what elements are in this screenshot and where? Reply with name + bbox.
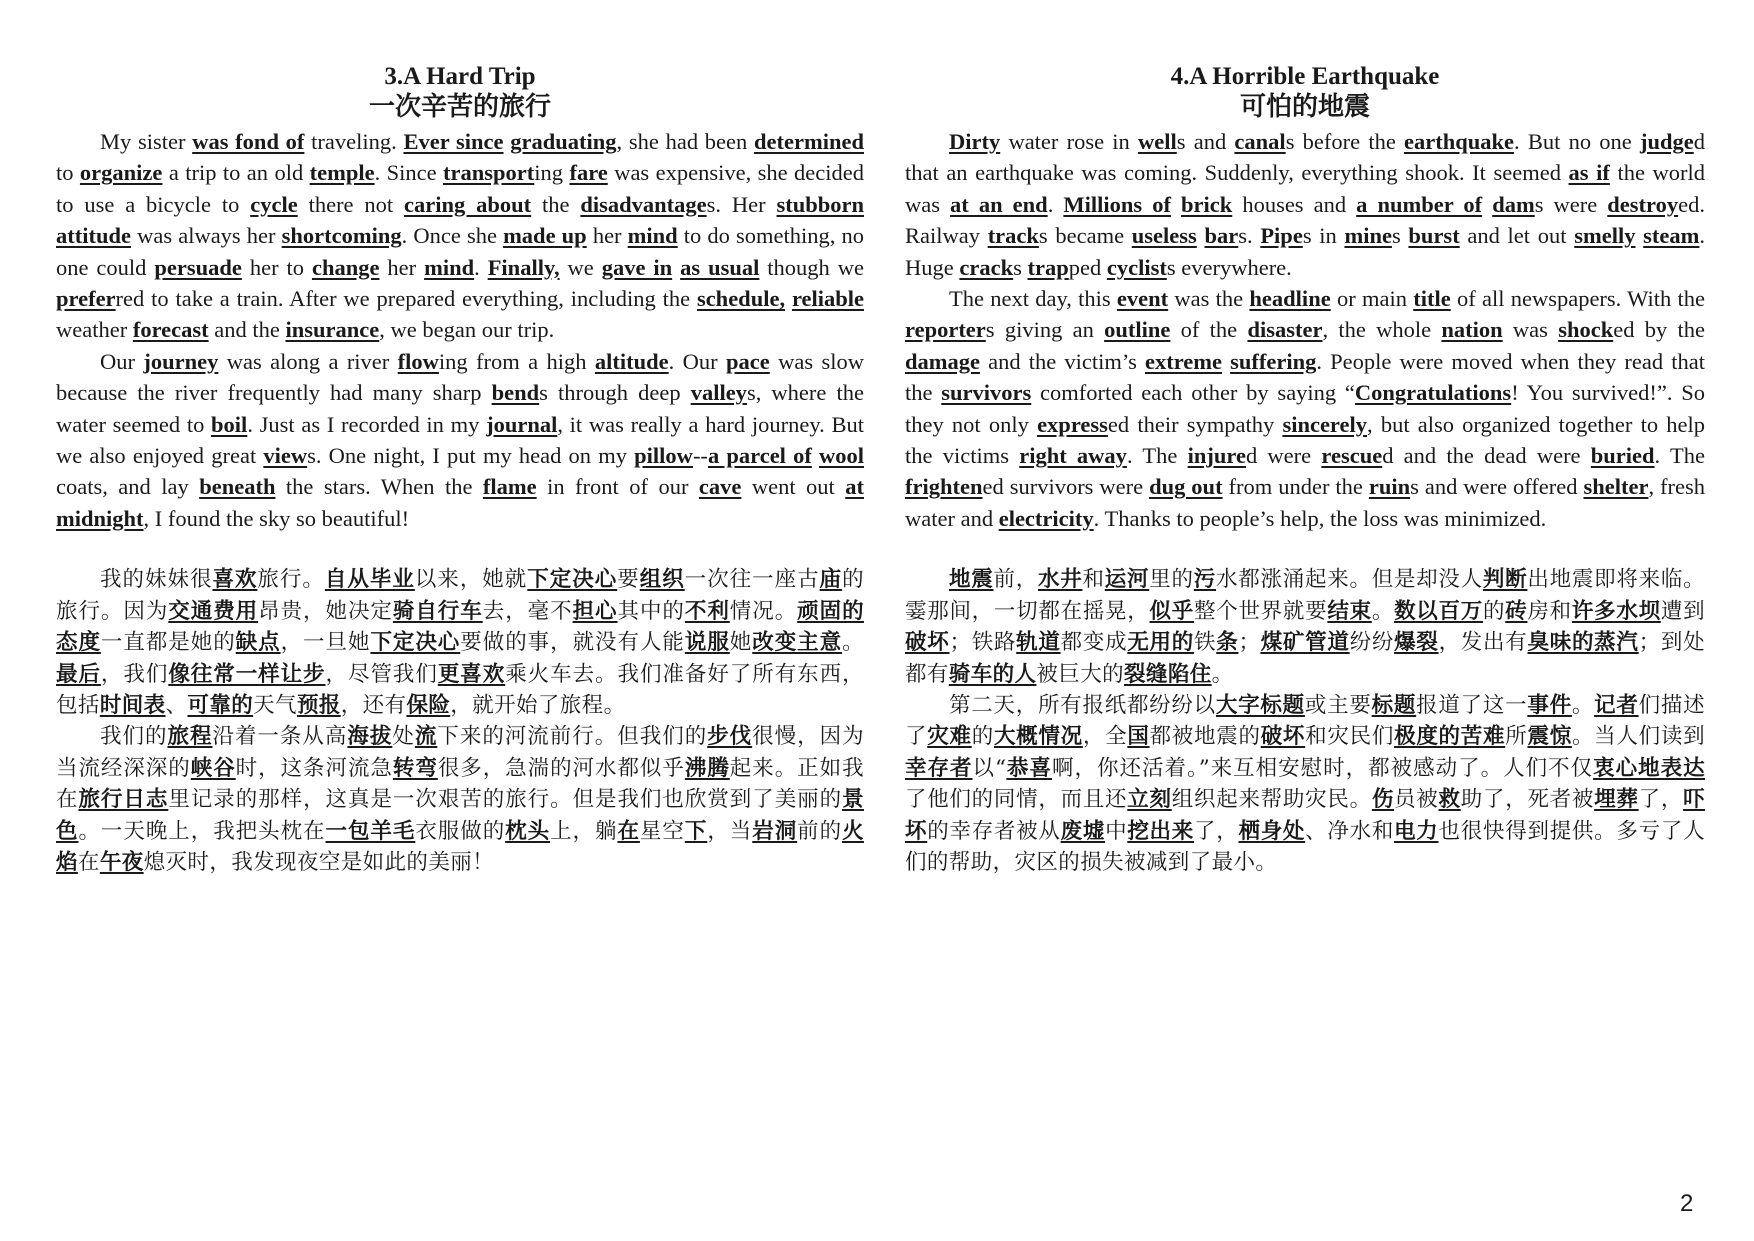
vocabulary-term: 破坏 — [905, 630, 950, 656]
vocabulary-term: 伤 — [1371, 787, 1395, 813]
vocabulary-term: shock — [1558, 317, 1614, 343]
vocabulary-term: 保险 — [406, 692, 451, 718]
vocabulary-term: 更喜欢 — [437, 661, 506, 687]
vocabulary-term: 栖身处 — [1238, 818, 1306, 844]
vocabulary-term: 顽固的态度 — [56, 598, 864, 656]
vocabulary-term: 立刻 — [1127, 787, 1172, 813]
vocabulary-term: disaster — [1247, 317, 1323, 343]
vocabulary-term: 喜欢 — [212, 567, 258, 593]
vocabulary-term: 下定决心 — [370, 630, 461, 656]
chinese-paragraph: 地震前，水井和运河里的污水都涨涌起来。但是却没人判断出地震即将来临。霎那间，一切都在摇晃，似乎整个世界就要结束。数以百万的砖房和许多水坝遭到破坏；铁路轨道都变成无用的铁条；煤矿管道纷纷爆裂，发出有臭味的蒸汽；到处都有骑车的人被巨大的裂缝陷住。 — [905, 567, 1706, 687]
vocabulary-term: Dirty — [949, 129, 1001, 154]
vocabulary-term: flame — [482, 474, 537, 500]
vocabulary-term: pillow — [634, 443, 693, 469]
vocabulary-term: 午夜 — [99, 849, 144, 875]
vocabulary-term: 幸存者 — [905, 755, 973, 781]
chinese-paragraph: 第二天，所有报纸都纷纷以大字标题或主要标题报道了这一事件。记者们描述了灾难的大概情况，全国都被地震的破坏和灾民们极度的苦难所震惊。当人们读到幸存者以“恭喜啊，你还活着。”来互相安慰时，都被感动了。人们不仅衷心地表达了他们的同情，而且还立刻组织起来帮助灾民。伤员被救助了，死者被埋葬了，吓坏的幸存者被从废墟中挖出来了，栖身处、净水和电力也很快得到提供。多亏了人们的帮助，灾区的损失被减到了最小。 — [905, 692, 1705, 875]
vocabulary-term: 爆裂 — [1394, 630, 1439, 656]
vocabulary-term: altitude — [594, 348, 669, 374]
vocabulary-term: 交通费用 — [168, 598, 259, 624]
vocabulary-term: 许多水坝 — [1571, 598, 1661, 624]
vocabulary-term: nation — [1441, 317, 1503, 343]
vocabulary-term: burst — [1408, 223, 1460, 249]
vocabulary-term: 无用的 — [1127, 630, 1194, 656]
vocabulary-term: shortcoming — [281, 223, 402, 249]
vocabulary-term: judge — [1639, 129, 1694, 154]
vocabulary-term: 似乎 — [1149, 598, 1194, 624]
vocabulary-term: sincerely — [1282, 411, 1367, 437]
vocabulary-term: 下定决心 — [527, 567, 618, 593]
vocabulary-term: 电力 — [1394, 818, 1439, 844]
vocabulary-term: was fond of — [192, 129, 305, 154]
vocabulary-term: 组织 — [639, 567, 685, 593]
vocabulary-term: 大字标题 — [1215, 692, 1305, 718]
vocabulary-term: reliable — [791, 286, 865, 312]
vocabulary-term: stubborn — [776, 191, 865, 217]
vocabulary-term: 砖 — [1505, 598, 1528, 624]
vocabulary-term: 缺点 — [235, 630, 281, 656]
english-paragraph: Dirty water rose in wells and canals before the earthquake. But no one judged that an earthquake was coming. Suddenly, everything shook. It seemed as if the world was at an end. Millions of brick houses and a number of dams were destroyed. Railway tracks became useless bars. Pipes in mines burst and let out smelly steam. Huge cracks trapped cyclists everywhere. — [905, 129, 1706, 280]
vocabulary-term: right away — [1019, 443, 1127, 469]
vocabulary-term: 一包羊毛 — [325, 818, 416, 844]
vocabulary-term: 记者 — [1594, 692, 1639, 718]
vocabulary-term: 煤矿管道 — [1260, 630, 1350, 656]
vocabulary-term: 水井 — [1038, 567, 1083, 593]
vocabulary-term: 海拔 — [347, 724, 393, 750]
vocabulary-term: 担心 — [572, 598, 618, 624]
vocabulary-term: view — [263, 443, 308, 469]
vocabulary-term: 岩洞 — [752, 818, 798, 844]
vocabulary-term: 轨道 — [1016, 630, 1061, 656]
vocabulary-term: 峡谷 — [190, 755, 236, 781]
vocabulary-term: mine — [1344, 223, 1392, 249]
vocabulary-term: 可靠的 — [187, 692, 254, 718]
chinese-translation — [56, 564, 864, 878]
vocabulary-term: temple — [309, 160, 375, 186]
vocabulary-term: at midnight — [56, 474, 864, 531]
vocabulary-term: insurance — [285, 317, 380, 343]
vocabulary-term: journal — [486, 411, 558, 437]
vocabulary-term: headline — [1249, 286, 1331, 312]
vocabulary-term: a parcel of — [707, 443, 812, 469]
vocabulary-term: valley — [690, 380, 747, 406]
vocabulary-term: 臭味的蒸汽 — [1527, 630, 1639, 656]
chinese-translation — [905, 564, 1705, 878]
vocabulary-term: 结束 — [1327, 598, 1372, 624]
article-title-zh: 一次辛苦的旅行 — [368, 92, 551, 122]
vocabulary-term: shelter — [1583, 474, 1649, 500]
vocabulary-term: 地震 — [949, 567, 994, 593]
vocabulary-term: journey — [143, 348, 219, 374]
vocabulary-term: 灾难 — [927, 724, 972, 750]
vocabulary-term: as if — [1568, 160, 1610, 186]
vocabulary-term: 震惊 — [1527, 724, 1572, 750]
vocabulary-term: steam — [1643, 223, 1700, 249]
vocabulary-term: smelly — [1574, 223, 1636, 249]
vocabulary-term: 步伐 — [707, 724, 753, 750]
article-title-en: 4.A Horrible Earthquake — [1170, 63, 1440, 90]
chinese-paragraph: 我的妹妹很喜欢旅行。自从毕业以来，她就下定决心要组织一次往一座古庙的旅行。因为交通费用昂贵，她决定骑自行车去，毫不担心其中的不利情况。顽固的态度一直都是她的缺点，一旦她下定决心要做的事，就没有人能说服她改变主意。最后，我们像往常一样让步，尽管我们更喜欢乘火车去。我们准备好了所有东西，包括时间表、可靠的天气预报，还有保险，就开始了旅程。 — [56, 567, 865, 718]
vocabulary-term: 大概情况 — [993, 724, 1083, 750]
vocabulary-term: flow — [397, 348, 439, 374]
vocabulary-term: Millions of — [1063, 191, 1171, 217]
vocabulary-term: 裂缝陷住 — [1124, 661, 1212, 687]
vocabulary-term: Congratulations — [1354, 380, 1512, 406]
vocabulary-term: boil — [211, 411, 248, 437]
vocabulary-term: 预报 — [296, 692, 341, 718]
vocabulary-term: organize — [79, 160, 163, 186]
vocabulary-term: electricity — [998, 505, 1094, 531]
vocabulary-term: suffering — [1230, 348, 1317, 374]
vocabulary-term: 埋葬 — [1594, 787, 1639, 813]
vocabulary-term: cyclist — [1106, 254, 1167, 280]
vocabulary-term: 条 — [1216, 630, 1239, 656]
vocabulary-term: 改变主意 — [752, 630, 843, 656]
vocabulary-term: caring about — [404, 191, 532, 217]
page-number: 2 — [1680, 1190, 1694, 1217]
vocabulary-term: 极度的苦难 — [1394, 724, 1506, 750]
vocabulary-term: transport — [443, 160, 535, 186]
vocabulary-term: 衷心地表达 — [1593, 755, 1705, 781]
vocabulary-term: useless — [1131, 223, 1197, 249]
vocabulary-term: rescue — [1321, 443, 1383, 469]
vocabulary-term: 运河 — [1104, 567, 1150, 593]
vocabulary-term: dam — [1492, 191, 1535, 217]
vocabulary-term: 污 — [1193, 567, 1216, 593]
vocabulary-term: 最后 — [56, 661, 101, 687]
vocabulary-term: as usual — [680, 254, 760, 280]
vocabulary-term: 判断 — [1482, 567, 1528, 593]
vocabulary-term: well — [1138, 129, 1177, 154]
vocabulary-term: beneath — [199, 474, 276, 500]
vocabulary-term: 恭喜 — [1006, 755, 1052, 781]
vocabulary-term: Finally, — [487, 254, 560, 280]
english-paragraph: Our journey was along a river flowing from a high altitude. Our pace was slow because the river frequently had many sharp bends through deep valleys, where the water seemed to boil. Just as I recorded in my journal, it was really a hard journey. But we also enjoyed great views. One night, I put my head on my pillow--a parcel of wool coats, and lay beneath the stars. When the flame in front of our cave went out at midnight, I found the sky so beautiful! — [56, 348, 865, 531]
vocabulary-term: frighten — [905, 474, 983, 500]
english-paragraph: My sister was fond of traveling. Ever since graduating, she had been determined to organize a trip to an old temple. Since transporting fare was expensive, she decided to use a bicycle to cycle there not caring about the disadvantages. Her stubborn attitude was always her shortcoming. Once she made up her mind to do something, no one could persuade her to change her mind. Finally, we gave in as usual though we preferred to take a train. After we prepared everything, including the schedule, reliable weather forecast and the insurance, we began our trip. — [56, 129, 865, 343]
vocabulary-term: canal — [1234, 129, 1286, 154]
vocabulary-term: 景色 — [56, 787, 864, 844]
vocabulary-term: buried — [1590, 443, 1655, 469]
vocabulary-term: prefer — [56, 286, 116, 312]
vocabulary-term: determined — [754, 129, 864, 154]
vocabulary-term: attitude — [56, 223, 131, 249]
vocabulary-term: survivors — [941, 380, 1032, 406]
vocabulary-term: 旅行日志 — [78, 787, 169, 813]
vocabulary-term: 破坏 — [1260, 724, 1306, 750]
vocabulary-term: 自从毕业 — [324, 567, 415, 593]
vocabulary-term: 火焰 — [56, 818, 864, 875]
vocabulary-term: 国 — [1127, 724, 1150, 750]
right-column — [905, 62, 1705, 878]
vocabulary-term: 不利 — [684, 598, 730, 624]
vocabulary-term: event — [1116, 286, 1169, 312]
vocabulary-term: destroy — [1607, 191, 1679, 217]
vocabulary-term: crack — [959, 254, 1014, 280]
english-paragraph: The next day, this event was the headline or main title of all newspapers. With the reporters giving an outline of the disaster, the whole nation was shocked by the damage and the victim’s extreme suffering. People were moved when they read that the survivors comforted each other by saying “Congratulations! You survived!”. So they not only expressed their sympathy sincerely, but also organized together to help the victims right away. The injured were rescued and the dead were buried. The frightened survivors were dug out from under the ruins and were offered shelter, fresh water and electricity. Thanks to people’s help, the loss was minimized. — [905, 286, 1706, 531]
vocabulary-term: cycle — [250, 191, 298, 217]
vocabulary-term: pace — [726, 348, 770, 374]
vocabulary-term: Ever since — [403, 129, 504, 154]
vocabulary-term: trap — [1027, 254, 1069, 280]
vocabulary-term: 转弯 — [392, 755, 438, 781]
vocabulary-term: 骑自行车 — [392, 598, 483, 624]
vocabulary-term: 旅程 — [167, 724, 213, 750]
vocabulary-term: 沸腾 — [684, 755, 730, 781]
vocabulary-term: extreme — [1144, 348, 1222, 374]
vocabulary-term: 时间表 — [99, 692, 166, 718]
vocabulary-term: damage — [905, 348, 980, 374]
vocabulary-term: outline — [1104, 317, 1171, 343]
vocabulary-term: a number of — [1356, 191, 1483, 217]
vocabulary-term: schedule, — [696, 286, 786, 312]
article-title-en: 3.A Hard Trip — [384, 63, 536, 90]
vocabulary-term: earthquake — [1404, 129, 1515, 154]
article-title-zh: 可怕的地震 — [1239, 92, 1370, 122]
vocabulary-term: change — [311, 254, 380, 280]
vocabulary-term: made up — [503, 223, 587, 249]
vocabulary-term: express — [1037, 411, 1108, 437]
vocabulary-term: 标题 — [1371, 692, 1417, 718]
vocabulary-term: 废墟 — [1060, 818, 1106, 844]
vocabulary-term: forecast — [132, 317, 209, 343]
vocabulary-term: 在 — [617, 818, 640, 844]
vocabulary-term: 骑车的人 — [948, 661, 1037, 687]
vocabulary-term: bend — [491, 380, 540, 406]
vocabulary-term: title — [1413, 286, 1451, 312]
vocabulary-term: dug out — [1149, 474, 1223, 500]
vocabulary-term: disadvantage — [580, 191, 707, 217]
vocabulary-term: ruin — [1368, 474, 1411, 500]
vocabulary-term: brick — [1181, 191, 1233, 217]
vocabulary-term: cave — [698, 474, 742, 500]
vocabulary-term: graduating — [510, 129, 617, 154]
vocabulary-term: 说服 — [684, 630, 730, 656]
vocabulary-term: 下 — [684, 818, 708, 844]
vocabulary-term: at an end — [950, 191, 1048, 217]
vocabulary-term: 事件 — [1527, 692, 1572, 718]
vocabulary-term: 挖出来 — [1127, 818, 1194, 844]
vocabulary-term: mind — [627, 223, 678, 249]
vocabulary-term: persuade — [154, 254, 242, 280]
vocabulary-term: gave in — [601, 254, 673, 280]
left-column — [56, 62, 864, 878]
vocabulary-term: 枕头 — [505, 818, 551, 844]
vocabulary-term: 庙 — [819, 567, 843, 593]
vocabulary-term: injure — [1187, 443, 1246, 469]
chinese-paragraph: 我们的旅程沿着一条从高海拔处流下来的河流前行。但我们的步伐很慢，因为当流经深深的峡谷时，这条河流急转弯很多，急湍的河水都似乎沸腾起来。正如我在旅行日志里记录的那样，这真是一次艰苦的旅行。但是我们也欣赏到了美丽的景色。一天晚上，我把头枕在一包羊毛衣服做的枕头上，躺在星空下，当岩洞前的火焰在午夜熄灭时，我发现夜空是如此的美丽！ — [56, 724, 865, 875]
vocabulary-term: 吓坏 — [905, 787, 1705, 844]
vocabulary-term: 流 — [414, 724, 438, 750]
vocabulary-term: 数以百万 — [1394, 598, 1483, 624]
vocabulary-term: 像往常一样让步 — [168, 661, 326, 687]
vocabulary-term: 救 — [1438, 787, 1461, 813]
vocabulary-term: fare — [569, 160, 608, 186]
vocabulary-term: track — [987, 223, 1039, 249]
vocabulary-term: mind — [424, 254, 475, 280]
vocabulary-term: Pipe — [1260, 223, 1303, 249]
vocabulary-term: reporter — [905, 317, 986, 343]
vocabulary-term: wool — [819, 443, 865, 469]
vocabulary-term: bar — [1204, 223, 1239, 249]
